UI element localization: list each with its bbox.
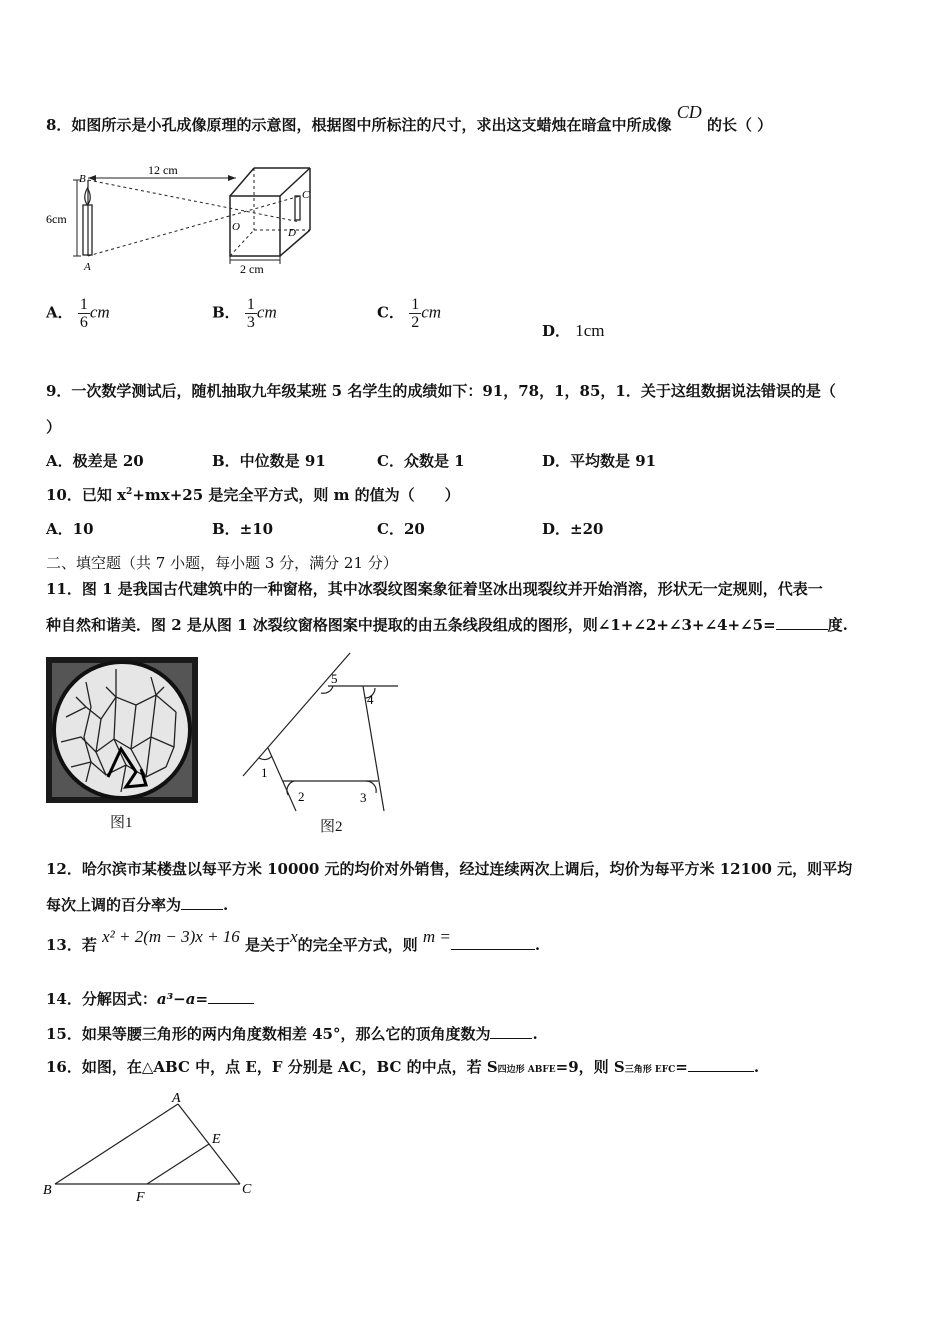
q13-stem: 13．若 x² + 2(m − 3)x + 16 是关于x的完全平方式，则 m = .	[46, 927, 541, 954]
q8-var: CD	[676, 102, 702, 122]
q9-stem-line1: 9．一次数学测试后，随机抽取九年级某班 5 名学生的成绩如下：91，78，1，85，1．关于这组数据说法错误的是（	[46, 382, 836, 400]
q8-stem	[46, 102, 773, 135]
distance-label: 12 cm	[148, 163, 178, 177]
q13-answer-blank[interactable]	[451, 935, 535, 950]
q10-option-d[interactable]: D．±20	[542, 520, 604, 538]
point-B: B	[79, 173, 86, 185]
candle-image	[295, 196, 300, 220]
angle-4-label: 4	[367, 692, 374, 707]
q14-answer-blank[interactable]	[208, 989, 254, 1004]
q14-stem: 14．分解因式：a³−a=	[46, 988, 254, 1009]
q9-option-d[interactable]: D．平均数是 91	[542, 452, 657, 470]
q15-stem: 15．如果等腰三角形的两内角度数相差 45°，那么它的顶角度数为 .	[46, 1025, 538, 1043]
point-E: E	[212, 1132, 221, 1147]
q10-option-a[interactable]: A．10	[46, 520, 94, 538]
point-B: B	[43, 1183, 52, 1198]
figure-1-label: 图1	[110, 815, 133, 831]
q9-option-b[interactable]: B．中位数是 91	[212, 452, 326, 470]
point-C: C	[242, 1182, 252, 1197]
angle-3-label: 3	[360, 790, 367, 805]
q8-option-a[interactable]: A． $\frac{1}{6}$ cm	[46, 296, 110, 331]
height-label: 6cm	[46, 212, 67, 226]
triangle-abc-figure	[40, 1090, 270, 1205]
q15-answer-blank[interactable]	[490, 1024, 532, 1039]
point-O: O	[232, 221, 240, 233]
q8-option-b[interactable]: B． $\frac{1}{3}$ cm	[212, 296, 277, 331]
q9-stem-line2: ）	[46, 418, 62, 436]
box-label: 2 cm	[240, 262, 264, 275]
q16-stem: 16．如图，在△ABC 中，点 E，F 分别是 AC，BC 的中点，若 S四边形 ABFE=9，则 S三角形 EFC= .	[46, 1058, 760, 1076]
pinhole-figure	[44, 160, 324, 275]
q8-option-d[interactable]: D． 1cm	[542, 321, 605, 340]
q14-expression: a³−a=	[156, 990, 209, 1008]
point-C: C	[302, 189, 310, 201]
section-2-heading: 二、填空题（共 7 小题，每小题 3 分，满分 21 分）	[46, 554, 398, 572]
q8-option-c[interactable]: C． $\frac{1}{2}$ cm	[377, 296, 442, 331]
q11-answer-blank[interactable]	[776, 615, 828, 630]
q11-stem-line2: 种自然和谐美．图 2 是从图 1 冰裂纹窗格图案中提取的由五条线段组成的图形，则∠1+∠2+∠3+∠4+∠5= 度.	[46, 616, 848, 634]
q11-stem-line1: 11．图 1 是我国古代建筑中的一种窗格，其中冰裂纹图案象征着坚冰出现裂纹并开始消溶，形状无一定规则，代表一	[46, 580, 823, 598]
q10-option-b[interactable]: B．±10	[212, 520, 274, 538]
point-F: F	[136, 1190, 145, 1205]
figure-2-label: 图2	[320, 819, 343, 835]
q16-answer-blank[interactable]	[688, 1057, 754, 1072]
five-segments-figure	[238, 648, 408, 818]
ice-crack-window-figure	[46, 657, 198, 805]
angle-1-label: 1	[261, 765, 268, 780]
q12-stem-line2: 每次上调的百分率为 .	[46, 896, 229, 914]
q8-text: 8．如图所示是小孔成像原理的示意图，根据图中所标注的尺寸，求出这支蜡烛在暗盒中所成像	[46, 116, 672, 134]
q9-option-a[interactable]: A．极差是 20	[46, 452, 144, 470]
point-D: D	[288, 227, 296, 239]
q12-answer-blank[interactable]	[181, 895, 223, 910]
angle-5-label: 5	[331, 671, 338, 686]
q10-option-c[interactable]: C．20	[377, 520, 425, 538]
point-A: A	[84, 261, 91, 273]
q8-tail: 的长（ ）	[706, 116, 773, 134]
q9-option-c[interactable]: C．众数是 1	[377, 452, 465, 470]
q12-stem-line1: 12．哈尔滨市某楼盘以每平方米 10000 元的均价对外销售，经过连续两次上调后，均价为每平方米 12100 元，则平均	[46, 860, 853, 878]
q13-expression: x² + 2(m − 3)x + 16	[102, 927, 240, 946]
q10-stem: 10．已知 $x^2+mx+25$ 是完全平方式，则 m 的值为（ ）	[46, 486, 460, 504]
point-A: A	[172, 1091, 181, 1106]
angle-2-label: 2	[298, 789, 305, 804]
